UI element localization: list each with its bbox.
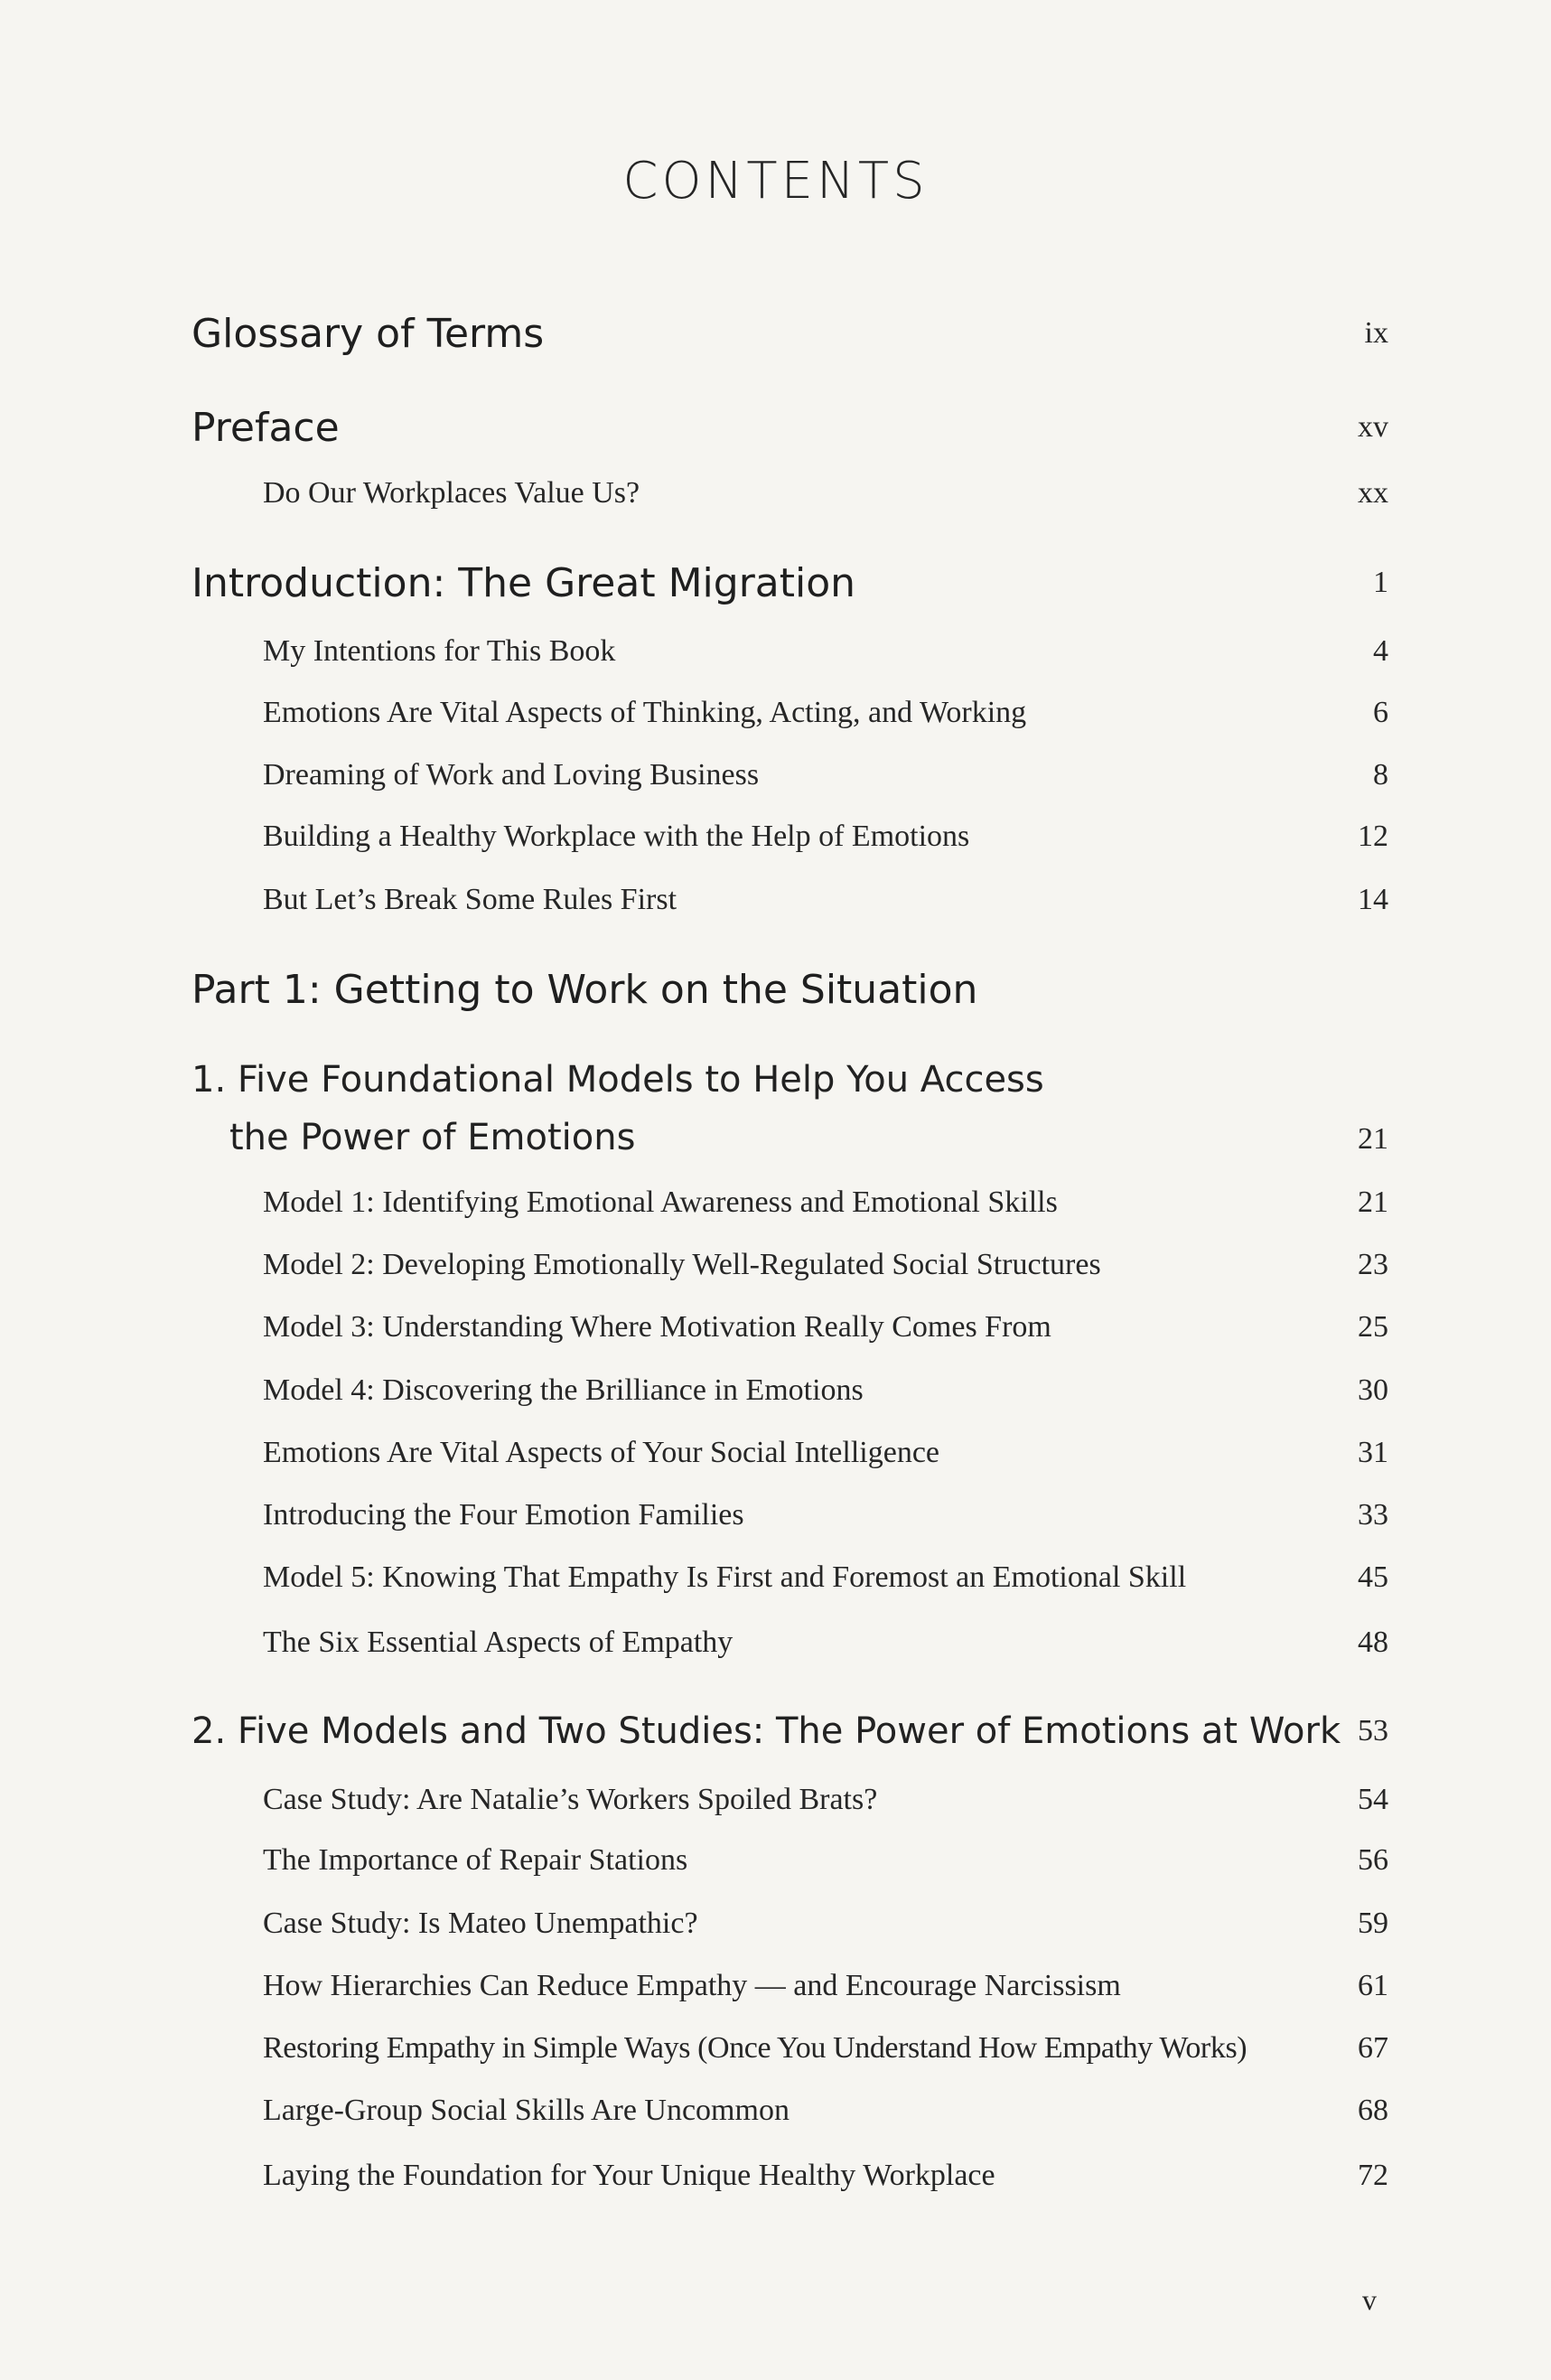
toc-subentry-label: Emotions Are Vital Aspects of Your Social Intelligence xyxy=(263,1436,940,1469)
toc-entry-page: 1 xyxy=(1373,566,1388,599)
toc-subentry-label: Building a Healthy Workplace with the Help of Emotions xyxy=(263,820,970,853)
toc-subentry-page: 72 xyxy=(1358,2159,1388,2192)
toc-subentry-page: 8 xyxy=(1373,758,1388,792)
toc-subentry-page: 33 xyxy=(1358,1498,1388,1532)
toc-subentry-page: 25 xyxy=(1358,1310,1388,1344)
toc-subentry-label: Laying the Foundation for Your Unique Healthy Workplace xyxy=(263,2159,995,2192)
toc-entry-label: Preface xyxy=(192,405,340,451)
toc-subentry-page: 45 xyxy=(1358,1560,1388,1594)
toc-subentry-page: 30 xyxy=(1358,1373,1388,1407)
toc-subentry-label: Dreaming of Work and Loving Business xyxy=(263,758,760,792)
toc-subentry-label: The Six Essential Aspects of Empathy xyxy=(263,1626,733,1659)
toc-entry-label: Glossary of Terms xyxy=(192,311,545,357)
toc-subentry-page: xx xyxy=(1358,476,1388,510)
toc-subentry-label: Model 5: Knowing That Empathy Is First and Foremost an Emotional Skill xyxy=(263,1560,1187,1594)
toc-subentry-label: But Let’s Break Some Rules First xyxy=(263,883,677,916)
toc-entry-label: Introduction: The Great Migration xyxy=(192,560,856,606)
toc-entry-label-line2: the Power of Emotions xyxy=(229,1117,636,1158)
toc-subentry-label: Case Study: Is Mateo Unempathic? xyxy=(263,1907,698,1940)
toc-subentry-label: Restoring Empathy in Simple Ways (Once You Understand How Empathy Works) xyxy=(263,2031,1247,2065)
toc-subentry-page: 68 xyxy=(1358,2094,1388,2127)
toc-subentry-label: Model 1: Identifying Emotional Awareness and Emotional Skills xyxy=(263,1185,1058,1219)
toc-subentry-label: Model 4: Discovering the Brilliance in Emotions xyxy=(263,1373,864,1407)
toc-subentry-page: 61 xyxy=(1358,1969,1388,2002)
toc-subentry-page: 23 xyxy=(1358,1248,1388,1281)
toc-entry-page: ix xyxy=(1364,316,1388,350)
toc-subentry-page: 4 xyxy=(1373,634,1388,668)
toc-subentry-page: 56 xyxy=(1358,1843,1388,1877)
toc-subentry-page: 67 xyxy=(1358,2031,1388,2065)
toc-subentry-label: Large-Group Social Skills Are Uncommon xyxy=(263,2094,790,2127)
toc-subentry-page: 59 xyxy=(1358,1907,1388,1940)
toc-subentry-label: Do Our Workplaces Value Us? xyxy=(263,476,640,510)
toc-subentry-page: 21 xyxy=(1358,1185,1388,1219)
toc-subentry-page: 54 xyxy=(1358,1783,1388,1816)
toc-entry-label: 2. Five Models and Two Studies: The Power of Emotions at Work xyxy=(192,1710,1341,1752)
toc-subentry-label: Introducing the Four Emotion Families xyxy=(263,1498,744,1532)
toc-subentry-page: 48 xyxy=(1358,1626,1388,1659)
toc-subentry-page: 31 xyxy=(1358,1436,1388,1469)
toc-subentry-label: The Importance of Repair Stations xyxy=(263,1843,688,1877)
toc-subentry-label: Model 3: Understanding Where Motivation Really Comes From xyxy=(263,1310,1051,1344)
toc-entry-page: 21 xyxy=(1358,1122,1388,1156)
page-title: CONTENTS xyxy=(622,152,929,211)
toc-entry-page: 53 xyxy=(1358,1714,1388,1748)
toc-subentry-label: My Intentions for This Book xyxy=(263,634,616,668)
page-number: v xyxy=(1362,2283,1377,2316)
toc-entry-page: xv xyxy=(1358,410,1388,444)
toc-subentry-page: 14 xyxy=(1358,883,1388,916)
toc-subentry-label: Case Study: Are Natalie’s Workers Spoiled Brats? xyxy=(263,1783,878,1816)
toc-subentry-page: 6 xyxy=(1373,696,1388,729)
toc-subentry-label: Emotions Are Vital Aspects of Thinking, Acting, and Working xyxy=(263,696,1027,729)
toc-subentry-page: 12 xyxy=(1358,820,1388,853)
toc-entry-label-line1: 1. Five Foundational Models to Help You Access xyxy=(192,1059,1044,1101)
toc-entry-label: Part 1: Getting to Work on the Situation xyxy=(192,967,978,1013)
toc-subentry-label: How Hierarchies Can Reduce Empathy — and Encourage Narcissism xyxy=(263,1969,1121,2002)
toc-subentry-label: Model 2: Developing Emotionally Well-Regulated Social Structures xyxy=(263,1248,1101,1281)
